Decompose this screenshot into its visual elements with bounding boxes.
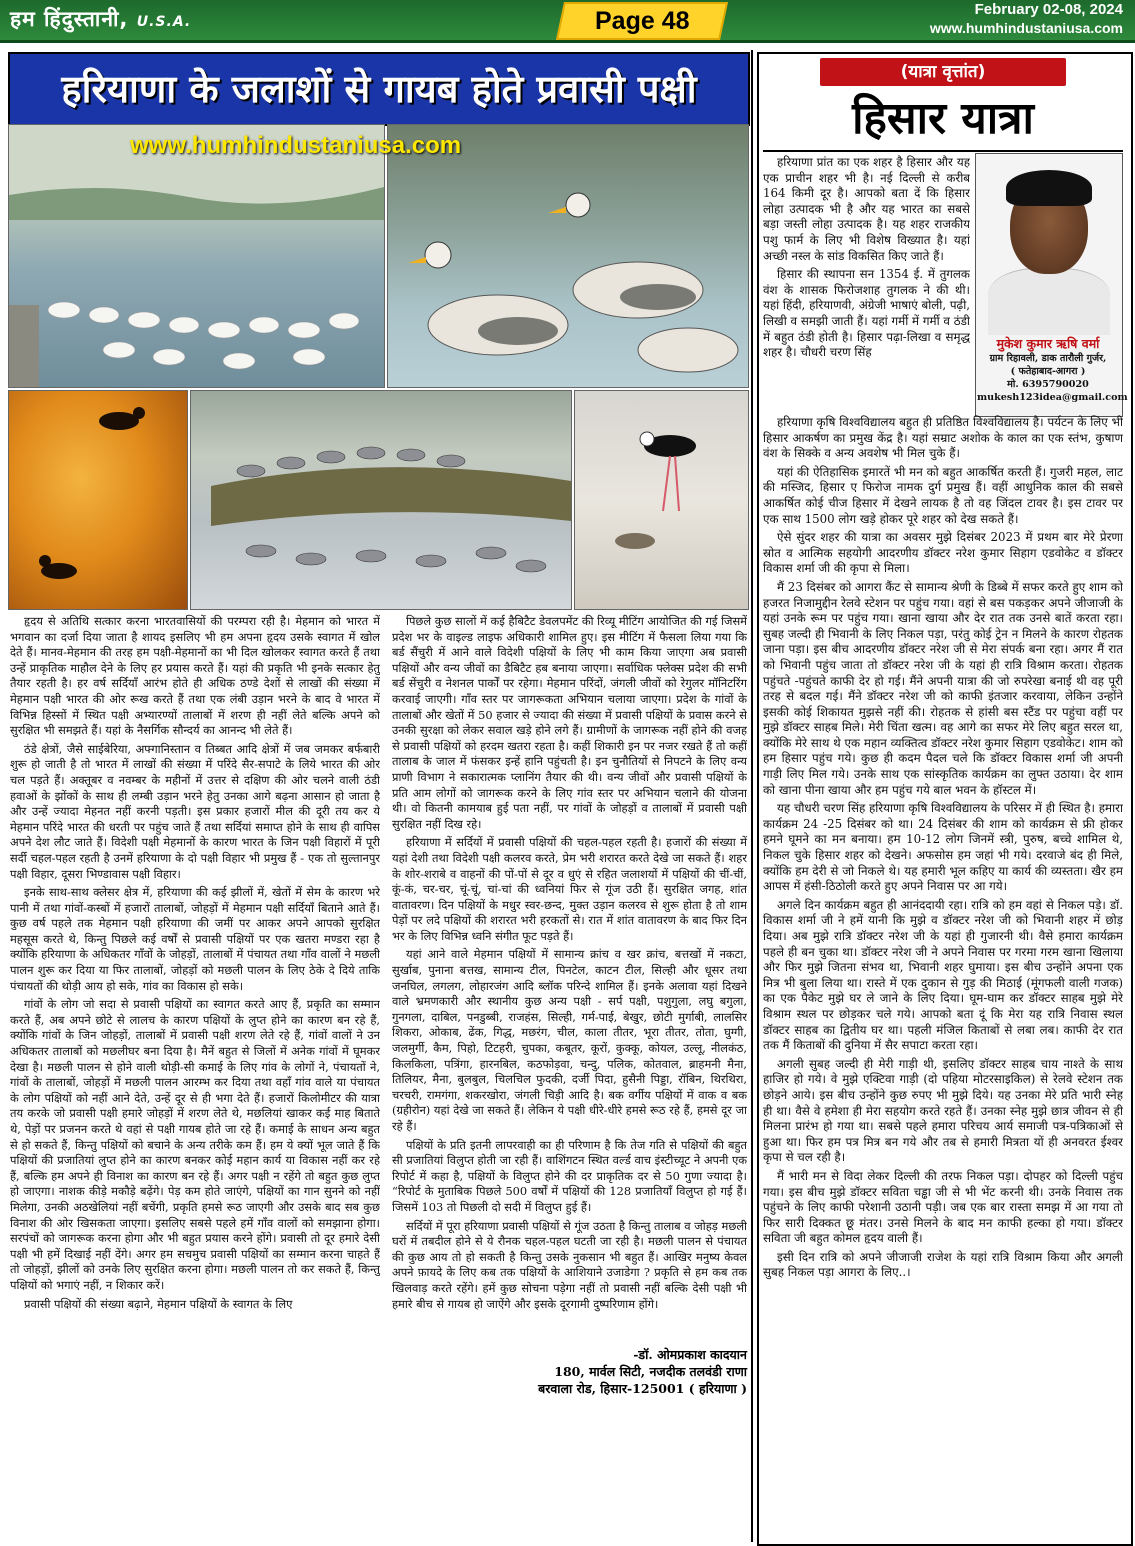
paragraph: मैं भारी मन से विदा लेकर दिल्ली की तरफ निकल पड़ा। दोपहर को दिल्ली पहुंच गया। इस बीच मुझे डॉक्टर सविता चड्ढा जी से भी भेंट करनी थी। उनके निवास तक पहुंचने के लिए काफी परेशानी उठानी पड़ी। जब एक बार रास्ता समझ में आ गया तो फिर सारी दिक्कत छू मंतर। उनसे मिलने के बाद मन काफी हल्का हो गया। डॉक्टर सविता जी बहुत कोमल हृदय वाली हैं।	[763, 1168, 1123, 1246]
waterbird-flock-photo	[190, 390, 572, 610]
issue-info	[930, 1, 1123, 37]
site-watermark: www.humhindustaniusa.com	[130, 132, 462, 159]
portrait-shirt	[988, 268, 1110, 335]
article-byline	[392, 1346, 747, 1397]
portrait-contact	[977, 352, 1128, 404]
issue-date: February 02-08, 2024	[974, 1, 1123, 18]
paragraph: हिसार की स्थापना सन 1354 ई. में तुगलक वंश के शासक फिरोजशाह तुगलक ने की थी। यहां हिंदी, हरियाणवी, अंग्रेजी भाषाएं बोली, पढ़ी, लिखी व समझी जाती हैं। यहां गर्मी में गर्मी व ठंडी में बहुत ठंडी होती है। हिसार पढ़ा-लिखा व समृद्ध शहर है। चौधरी चरण सिंह	[763, 267, 970, 360]
paragraph: यहां की ऐतिहासिक इमारतें भी मन को बहुत आकर्षित करती हैं। गुजरी महल, लाट की मस्जिद, हिसार ए फिरोज नामक दुर्ग प्रमुख हैं। वहीं आधुनिक काल की सबसे आकर्षित कोई चीज हिसार में देखने लायक है तो वह जिंदल टावर है। इस टावर पर एक साथ 1500 लोग खड़े होकर पूरे शहर को देख सकते हैं।	[763, 464, 1123, 526]
paragraph: यह चौधरी चरण सिंह हरियाणा कृषि विश्वविद्यालय के परिसर में ही स्थित है। हमारा कार्यक्रम 24 -25 दिसंबर को था। 24 दिसंबर की शाम को कार्यक्रम से फ्री होकर हमने घूमने का मन बनाया। हम 10-12 लोग जिनमें स्त्री, पुरुष, बच्चे शामिल थे, निकल चुके हिसार शहर को देखने। अफसोस हम जहां भी गये। दरवाजे बंद ही मिले, क्योंकि हम देरी से जो निकले थे। यह हमारी भूल कहिए या कार्य की व्यस्तता। खैर हम आपस में हंसी-ठिठोली करते हुए अपने निवास पर आ गये।	[763, 801, 1123, 894]
site-url[interactable]: www.humhindustaniusa.com	[929, 20, 1123, 36]
travelogue-intro	[763, 155, 970, 413]
stilt-illustration	[575, 391, 748, 609]
paragraph: हरियाणा कृषि विश्वविद्यालय बहुत ही प्रतिष्ठित विश्वविद्यालय है। पर्यटन के लिए भी हिसार आकर्षण का प्रमुख केंद्र है। यहां सम्राट अशोक के काल का एक स्तंभ, कुषाण वंश के सिक्के व अन्य अवशेष भी मिल चुके हैं।	[763, 415, 1123, 461]
contact-address: ( फतेहाबाद-आगरा )	[1010, 366, 1086, 377]
flock-illustration	[191, 391, 571, 609]
paragraph: पिछले कुछ सालों में कई हैबिटैट डेवलपमेंट की रिव्यू मीटिंग आयोजित की गई जिसमें प्रदेश भर के वाइल्ड लाइफ अधिकारी शामिल हुए। इस मीटिंग में फैसला लिया गया कि बर्ड सैंचुरी में आने वाले विदेशी पक्षियों के लिए भी काम किया जाएगा अब प्रवासी पक्षियों और वन्य जीवों का डैबिटैट हब बनाया जाएगा। सर्वाधिक फ्लेक्स प्रदेश की सभी बर्ड सेंचुरी व नेशनल पार्कों पर रहेगा। मेहमान परिंदों, जंगली जीवों को रेगुलर मॉनिटरिंग करवाई जाएगी। गाँव स्तर पर जागरूकता अभियान चलाया जाएगा। प्रदेश के गांवों के तालाबों और खेतों में 50 हजार से ज्यादा की संख्या में प्रवासी पक्षियों के प्रवास करने से उनकी सुरक्षा को लेकर सवाल खड़े होने लगे हैं। ग्रामीणों के जागरूक नहीं होने की वजह से प्रवासी पक्षियों को हरदम खतरा रहता है। कहीं शिकारी इन पर नजर रखते हैं तो कहीं तालाब के जाल में फंसकर इन्हें हानि पहुंचती है। इन चुनौतियों से निपटने के लिए वन्य प्राणी विभाग ने सकारात्मक प्लानिंग तैयार की थी। वन्य जीवों और प्रवासी पक्षियों के प्रति आम लोगों को जागरूक करने के लिए गांव स्तर पर अभियान चलाने की योजना थी। वो कितनी कामयाब हुई पता नहीं, पर गांवों के जोहड़ों व तालाबों में प्रवासी पक्षी सुरक्षित नहीं दिख रहे।	[392, 614, 747, 831]
article-column-1	[10, 614, 380, 1544]
travelogue-title: हिसार यात्रा	[852, 93, 1034, 144]
paragraph: ठंडे क्षेत्रों, जैसे साईबेरिया, अफ्गानिस्तान व तिब्बत आदि क्षेत्रों में जब जमकर बर्फबारी शुरू हो जाती है तो भारत में लाखों की संख्या में परिंदे सैर-सपाटे के लिये भारत की ओर चल पड़ते हैं। अक्तूबर व नवम्बर के महीनों में उत्तर से दक्षिण की ओर चलने वाली ठंडी हवाओं के झोंकों के साथ ही लम्बी उड़ान भरने हेतु उनका आगे बढ़ना आसान हो जाता है और उन्हें ज्यादा मेहनत नहीं करनी पड़ती। इस प्रकार हजारों मील की दूरी तय कर ये मेहमान परिंदे भारत की धरती पर पहुंच जाते हैं तथा सर्दियां समाप्त होने के साथ ही वापिस अपने देश लौट जाते हैं। विदेशी पक्षी मेहमानों के कारण भारत के जिन पक्षी विहारों में पूरी सर्दी चहल-पहल रहती है उनमें हरियाणा के दो पक्षी विहार भी प्रमुख हैं - एक तो सुल्तानपुर पक्षी विहार, दूसरा भिण्डावास पक्षी विहार।	[10, 741, 380, 881]
paragraph: अगली सुबह जल्दी ही मेरी गाड़ी थी, इसलिए डॉक्टर साहब चाय नाश्ते के साथ हाजिर हो गये। वे मुझे एक्टिवा गाड़ी (दो पहिया मोटरसाइकिल) से रेलवे स्टेशन तक छोड़ने आये। इस बीच उन्होंने कुछ रुपए भी मुझे दिये। यह उनका मेरे प्रति भारी स्नेह ही था। वैसे वे हमेशा ही मेरा सहयोग करते रहते हैं। उनका स्नेह मुझे छात्र जीवन से ही मिलना प्रारंभ हो गया था। सबसे पहले हमारा परिचय आर्य समाजी पत्र-पत्रिकाओं से हुआ था। फिर हम पत्र मित्र बन गये और तब से हमारी मित्रता यों ही अनवरत ईश्वर कृपा से चल रही है।	[763, 1056, 1123, 1165]
brand-name: हम हिंदुस्तानी, U.S.A.	[10, 7, 192, 31]
paragraph: ऐसे सुंदर शहर की यात्रा का अवसर मुझे दिसंबर 2023 में प्रथम बार मेरे प्रेरणा स्रोत व आत्मिक सहयोगी आदरणीय डॉक्टर नरेश कुमार सिहाग एडवोकेट व डॉक्टर विकास शर्मा जी की कृपा से मिला।	[763, 530, 1123, 576]
paragraph: हरियाणा में सर्दियों में प्रवासी पक्षियों की चहल-पहल रहती है। हजारों की संख्या में यहां देशी तथा विदेशी पक्षी कलरव करते, प्रेम भरी शरारत करते देखे जा सकते हैं। शहर के शोर-शराबे व वाहनों की पों-पों से दूर व धुएं से रहित जलाशयों में पक्षियों की चीं-चीं, कूं-कं, चर-चर, चूं-चूं, चां-चां की ध्वनियां फिर से गूंज उठी हैं। सुरक्षित जगह, शांत वातावरण। दिन पक्षियों के मधुर स्वर-छन्द, मुक्त उड़ान कलरव से शुरू होता है तो शाम पेड़ों पर लदे पक्षियों की शरारत भरी हरकतों से। रात में शांत वातावरण के बाद फिर दिन भर के लिए विभिन्न ध्वनि संगीत फूट पड़ते हैं।	[392, 835, 747, 943]
page-number-box: Page 48	[556, 2, 728, 40]
author-address-line: बरवाला रोड, हिसार-125001 ( हरियाणा )	[538, 1381, 747, 1396]
column-divider	[751, 50, 753, 1542]
paragraph: हरियाणा प्रांत का एक शहर है हिसार और यह एक प्राचीन शहर भी है। नई दिल्ली से करीब 164 किमी दूर है। आपको बता दें कि हिसार लोहा उत्पादक भी है और यह भारत का सबसे बड़ा जस्ती लोहा उत्पादक है। यह शहर राजकीय पशु फार्म के लिए भी विशेष विख्यात है। यहां अच्छी नस्ल के सांड विकसित किए जाते हैं।	[763, 155, 970, 263]
contact-phone: मो. 6395790020	[1007, 379, 1089, 390]
ducks-illustration	[9, 125, 384, 387]
silhouette-illustration	[9, 391, 187, 609]
title-rule	[763, 150, 1123, 152]
contact-address: ग्राम रिहावली, डाक तारौली गुर्जर,	[989, 353, 1107, 364]
paragraph: सर्दियों में पूरा हरियाणा प्रवासी पक्षियों से गूंज उठता है किन्तु तालाब व जोहड़ मछली घरों में तबदील होने से ये रौनक चहल-पहल घटती जा रही है। मछली पालन से पंचायत की कुछ आय तो हो सकती है किन्तु उसके नुकसान भी बहुत हैं। आखिर मनुष्य केवल अपने फ़ायदे के लिए कब तक पक्षियों के आशियाने उजाडेगा ? प्रकृति से हम कब तक खिलवाड़ करते रहेंगे। हमें कुछ सोचना पड़ेगा नहीं तो प्रवासी नहीं बल्कि देसी पक्षी भी हमारे बीच से गायब हो जाऐंगे और इसके दूरगामी दुष्परिणाम होंगे।	[392, 1218, 747, 1311]
author-name: -डॉ. ओमप्रकाश कादयान	[633, 1347, 747, 1362]
author-address-line: 180, मार्वल सिटी, नजदीक तलवंडी राणा	[554, 1364, 747, 1379]
paragraph: प्रवासी पक्षियों की संख्या बढ़ाने, मेहमान पक्षियों के स्वागत के लिए	[24, 1296, 293, 1311]
paragraph: पक्षियों के प्रति इतनी लापरवाही का ही परिणाम है कि तेज गति से पक्षियों की बहुत सी प्रजातियां विलुप्त होती जा रही हैं। वाशिंगटन स्थित वर्ल्ड वाच इंस्टीच्यूट ने अपनी एक रिपोर्ट में कहा है, पक्षियों के विलुप्त होने की दर प्राकृतिक दर से 50 गुणा ज्यादा है। “रिपोर्ट के मुताबिक पिछले 500 वर्षों में पक्षियों की 128 प्रजातियाँ विलुप्त हो गई हैं। जिसमें 103 तो पिछली दो सदी में विलुप्त हुई हैं।	[392, 1137, 747, 1214]
contact-email[interactable]: mukesh123idea@gmail.com	[977, 392, 1128, 403]
paragraph: इनके साथ-साथ क्लेसर क्षेत्र में, हरियाणा की कई झीलों में, खेतों में सेम के कारण भरे पानी में तथा गांवों-कस्बों में हजारों तालाबों, जोहड़ों में मेहमान पक्षी सर्दियाँ बिताने आते हैं। कुछ वर्ष पहले तक मेहमान पक्षी हरियाणा की जमीं पर आकर अपने आपको सुरक्षित महसूस करते थे, किन्तु पिछले कई वर्षों से प्रवासी पक्षियों पर एक खतरा मण्डरा रहा है क्योंकि हरियाणा के अधिकतर गाँवों के जोहड़ों, तालाबों में पंचायत तथा गाँव वालों ने मछली पालन शुरू कर दिया या फिर तालाबों, जोहड़ों को मछली पालन के लिए ठेके दे दिये ताकि पंचायतों की थोड़ी आय हो सके, गांव का विकास हो सके।	[10, 885, 380, 993]
portrait-hair	[1006, 170, 1092, 206]
paragraph: हृदय से अतिथि सत्कार करना भारतवासियों की परम्परा रही है। मेहमान को भारत में भगवान का दर्जा दिया जाता है शायद इसलिए भी हम अपना हृदय उसके स्वागत में खोल देते हैं। मानव-मेहमान की तरह हम पक्षी-मेहमानों का भी दिल खोलकर स्वागत करते हैं तथा उन्हें प्राकृतिक माहौल देने के लिए हर प्रयास करते हैं। यहां की प्रकृति भी इनके सत्कार हेतु तैयार रहती है। हर वर्ष सर्दियाँ आरंभ होते ही अधिक ठण्डे देशों से लाखों की संख्या में मेहमान पक्षी भारत की ओर रूख करते हैं तथा एक लंबी उड़ान भरने के बाद वे भारत में विभिन्न हिस्सों में स्थित पक्षी अभ्यारण्यों तालाबों में शरण ही नहीं लेते बल्कि अपने को सुरक्षित भी समझते हैं। यहां के नैसर्गिक सौन्दर्य का आनन्द भी लेते हैं।	[10, 614, 380, 738]
paragraph: यहां आने वाले मेहमान पक्षियों में सामान्य क्रांच व खर क्रांच, बत्तखों में नकटा, सुर्खाब, पुनाना बत्तख, सामान्य टील, पिनटेल, काटन टील, सिल्ही और धूसर तथा जनघिल, लगलग, लोहारजंग आदि ब्लॉक परिन्दे शामिल हैं। इनके अलावा यहां दिखने वाले भ्रमणकारी और स्थानीय कुछ अन्य पक्षी - सर्प पक्षी, पशुगुला, लघु बगुला, गुनगला, दाबिल, पनडुब्बी, राजहंस, सिल्ही, गर्म-पाई, बेखुर, छोटी मुर्गाबी, लालसिर शिकरा, ओकाब, ढेंक, गिद्ध, मछरंग, चील, काला तीतर, भूरा तीतर, तोता, घुग्गी, जलमुर्गी, कैम, पिहो, टिटहरी, चुपका, कबूतर, कूरों, कुक्कू, कोयल, उल्लू, नीलकंठ, किलकिला, पत्रिंगा, हारनबिल, कठफोड़वा, चन्दु, पलिक, कोतवाल, ब्राहमनी मैना, तिलियर, मैना, बुलबुल, चिलचिल फुदकी, दर्जी पिदा, हुसैनी पिड्डा, रॉबिन, थिरथिरा, चरचरी, रामगंगा, शकरखोरा, जंगली चिड़ी आदि है। बक वर्गीय पक्षियों में वाक व बक (ग्रहीरोन) यहां देखे जा सकते हैं। लेकिन ये पक्षी धीरे-धीरे हमसे रूठ रहे हैं, हमसे दूर जा रहे हैं।	[392, 947, 747, 1133]
sunset-silhouette-photo	[8, 390, 188, 610]
geese-in-water-photo	[387, 124, 749, 388]
section-tag: (यात्रा वृत्तांत)	[820, 58, 1066, 86]
geese-illustration	[388, 125, 748, 387]
paragraph: मैं 23 दिसंबर को आगरा कैंट से सामान्य श्रेणी के डिब्बे में सफर करते हुए शाम को हजरत निजामुद्दीन रेलवे स्टेशन पर पहुंच गया। वहां से बस पकड़कर अपने जीजाजी के यहां उनके रूम पर पहुंच गया। खाना खाया और देर रात तक उनसे बातें करता रहा। सुबह जल्दी ही भिवानी के लिए निकल पड़ा, परंतु कोई ट्रेन न मिलने के कारण रोहतक जाना पड़ा। इस बीच आदरणीय डॉक्टर नरेश जी से मेरा संपर्क बना रहा। अगर मैं रात को भिवानी पहुंच जाता तो डॉक्टर नरेश जी के यहां ही रात्रि विश्राम करता। रोहतक पहुंचते -पहुंचते काफी देर हो गई। मैंने अपनी यात्रा की जो रुपरेखा बनाई थी वह पूरी तरह से बदल गई। मैंने डॉक्टर नरेश जी को काफी इंतजार करवाया, लेकिन उन्होंने इसकी कोई शिकायत मुझसे नहीं की। रोहतक से हांसी बस स्टैंड पर पहुंचा वहीं पर मुझे डॉक्टर साहब मिले। मेरी चिंता खत्म। वह आगे का सफर मेरे लिए बहुत सरल था, क्योंकि मेरे साथ थे एक महान व्यक्तित्व डॉक्टर नरेश कुमार सिहाग एडवोकेट। शाम को हम हिसार पहुंच गये। कुछ ही कदम पैदल चले कि डॉक्टर विकास शर्मा जी अपनी गाड़ी लिए मिल गये। उनके साथ एक सांस्कृतिक कार्यक्रम का लुफ्त उठाया। देर शाम को खाना पीना खाया और हम पहुंच गये बाल भवन के हॉस्टल में।	[763, 579, 1123, 797]
article-headline: हरियाणा के जलाशों से गायब होते प्रवासी पक्षी	[8, 52, 750, 126]
paragraph: अगले दिन कार्यक्रम बहुत ही आनंददायी रहा। रात्रि को हम वहां से निकल पड़े। डॉ. विकास शर्मा जी ने हमें यानी कि मुझे व डॉक्टर नरेश जी को भिवानी शहर में छोड़ दिया। अब मुझे रात्रि डॉक्टर नरेश जी के यहां ही गुजारनी थी। वैसे हमारा कार्यक्रम पहले ही बन चुका था। डॉक्टर नरेश जी ने अपने निवास पर गरमा गरम खाना खिलाया और फिर मुझे जितना संभव था, भिवानी शहर घुमाया। इस बीच उन्होंने अपना एक मित्र भी बुला लिया था। रास्ते में एक दुकान से गुड़ की मिठाई (मूंगफली वाली गजक) का एक पैकेट मुझे घर ले जाने के लिए दिया। घूम-घाम कर डॉक्टर साहब मुझे मेरे विश्राम स्थल पर छोड़कर चले गये। आपको बता दूं कि मेरा यह रात्रि निवास स्थल डॉक्टर साहब का द्वितीय घर था। पहली मंजिल किताबों से लबा लब। काफी देर रात तक मैं किताबों की दुनिया में सैर सपाटा करता रहा।	[763, 897, 1123, 1053]
travelogue-body	[763, 415, 1123, 1539]
paragraph: गांवों के लोग जो सदा से प्रवासी पक्षियों का स्वागत करते आए हैं, प्रकृति का सम्मान करते हैं, अब अपने छोटे से लालच के कारण पक्षियों के लुप्त होने का कारण बन रहे हैं, क्योंकि गांवों के जिन जोहड़ों, तालाबों में प्रवासी पक्षी शरण लेते रहे हैं, गांवों वालों ने उन अधिकतर तालाबों को मछलीघर बना दिया है। मैनें बहुत से जिलों में अनेक गांवों में घूमकर देखा है। मछली पालन से होने वाली थोड़ी-सी कमाई के लिए गांव के लोगों ने, पंचायतों ने, गांवों के तालाबों, जोहड़ों में मछली पालन आरम्भ कर दिया तथा वहाँ गांव वाले या पंचायत के लोग पक्षियों को नहीं आने देते, उन्हें दूर से ही भगा देते हैं। हजारों किलोमीटर की यात्रा तय करके जो प्रवासी पक्षी हमारे जोहड़ों में शरण लेते थे, मछलियां खाकर कई माह बिताते थे, पेड़ों पर प्रजनन करते थे वहां से पक्षी गायब होते जा रहे हैं। कमाई के साधन अन्य बहुत से हो सकते हैं, किन्तु पक्षियों को बचाने के अन्य तरीके कम हैं। हम ये क्यों भूल जाते हैं कि पक्षियों की प्रजातियां लुप्त होने का कारण बनकर कोई महान कार्य या विकास नहीं कर रहे हैं, बल्कि हम अपने ही विनाश का कारण बन रहे हैं। अगर पक्षी न रहेंगे तो बहुत कुछ लुप्त हो जाएगा। नाशक कीड़े मकौड़े बढ़ेंगे। पेड़ कम होते जाएंगे, पक्षियों का गान सुनने को नहीं मिलेगा, उनकी अठखेलियां नहीं बचेंगी, प्रकृति हमसे रूठ जाएगी और उसके बाद सब कुछ विनाश की ओर खिसकता जाएगा। इसलिए सबसे पहले हमें गाँव वालों को समझाना होगा। सरपंचों को जागरूक करना होगा और भी बहुत प्रयास करने होंगे। प्रवासी तो दूर हमारे देसी पक्षी भी हमें दिखाई नहीं देंगे। अगर हम सचमुच प्रवासी पक्षियों का सम्मान करना चाहते हैं तो जोहड़ों, झीलों को उनके लिए सुरक्षित करना होगा। मछली पालन तो कर सकते हैं, किन्तु पक्षियों को भगाएं नहीं, न शिकार करें।	[10, 997, 380, 1292]
stilt-bird-photo	[574, 390, 749, 610]
portrait-name: मुकेश कुमार ऋषि वर्मा	[996, 336, 1100, 351]
ducks-on-lake-photo	[8, 124, 385, 388]
paragraph: इसी दिन रात्रि को अपने जीजाजी राजेश के यहां रात्रि विश्राम किया और अगली सुबह निकल पड़ा आगरा के लिए..।	[763, 1249, 1123, 1280]
article-column-2	[392, 614, 747, 1344]
